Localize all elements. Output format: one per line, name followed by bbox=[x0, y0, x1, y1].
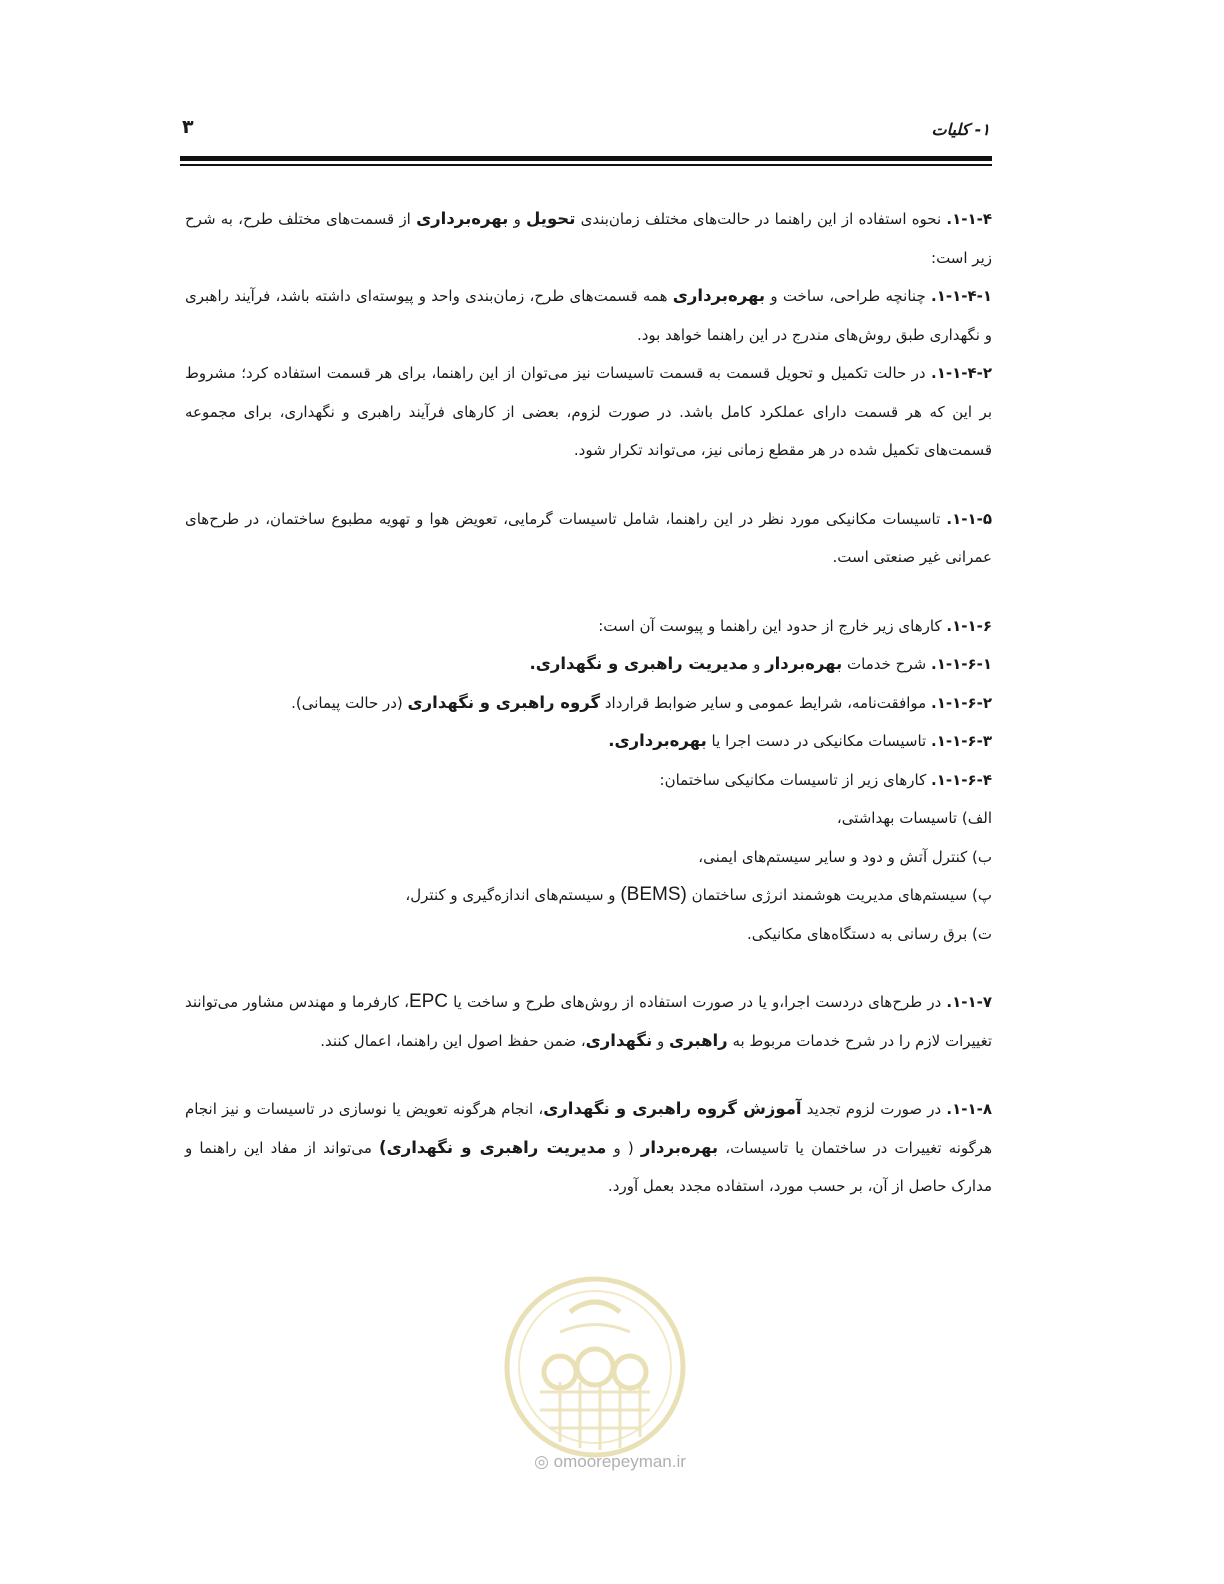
bold-term: بهره‌برداری. bbox=[608, 731, 707, 750]
bold-term: راهبری bbox=[668, 1030, 728, 1050]
site-url: omoorepeyman.ir bbox=[553, 1452, 686, 1471]
clause-number: ۱-۱-۴-۲. bbox=[930, 364, 992, 382]
bold-term: گروه راهبری و نگهداری bbox=[407, 692, 601, 712]
paragraph-1-1-6-3 bbox=[185, 722, 992, 761]
list-item: الف) تاسیسات بهداشتی، bbox=[836, 809, 992, 827]
latin-term: (BEMS) bbox=[620, 884, 687, 905]
paragraph-text: تاسیسات مکانیکی در دست اجرا یا bbox=[706, 732, 931, 750]
bold-term: مدیریت راهبری و نگهداری) bbox=[379, 1137, 607, 1157]
paragraph-text: ( و bbox=[606, 1138, 641, 1157]
clause-number: ۱-۱-۶-۱. bbox=[930, 655, 992, 673]
paragraph-1-1-6 bbox=[185, 607, 992, 646]
document-body bbox=[185, 200, 992, 1206]
paragraph-1-1-5 bbox=[185, 500, 992, 577]
latin-term: EPC bbox=[408, 991, 449, 1012]
paragraph-1-1-6-4 bbox=[185, 761, 992, 800]
clause-number: ۱-۱-۶. bbox=[946, 616, 992, 635]
bold-term: تحویل bbox=[526, 209, 576, 228]
paragraph-text: و bbox=[748, 655, 766, 673]
paragraph-text: می‌تواند از مفاد این راهنما و مدارک حاصل از آن، بر حسب مورد، استفاده مجدد بعمل آورد. bbox=[185, 1138, 992, 1195]
spacer bbox=[185, 1060, 992, 1090]
paragraph-1-1-8 bbox=[185, 1090, 992, 1206]
clause-number: ۱-۱-۴-۱. bbox=[930, 287, 992, 305]
paragraph-text: و bbox=[508, 210, 527, 228]
page-header bbox=[180, 112, 992, 156]
header-rule-thick bbox=[180, 156, 992, 161]
paragraph-text: همه قسمت‌های طرح، زمان‌بندی واحد و پیوسته‌ای داشته باشد، فرآیند راهبری و نگهداری طبق روش‌های مندرج در این راهنما خواهد بود. bbox=[185, 287, 992, 344]
spacer bbox=[185, 953, 992, 983]
paragraph-text: شرح خدمات bbox=[842, 655, 931, 673]
paragraph-text: ، ضمن حفظ اصول این راهنما، اعمال کنند. bbox=[320, 1031, 586, 1050]
paragraph-text: تاسیسات مکانیکی مورد نظر در این راهنما، شامل تاسیسات گرمایی، تعویض هوا و تهویه مطبوع ساختمان، در طرح‌های عمرانی غیر صنعتی است. bbox=[185, 509, 992, 566]
clause-number: ۱-۱-۶-۴. bbox=[930, 770, 992, 789]
paragraph-text: ، کارفرما و مهندس مشاور می‌توانند تغییرات لازم را در شرح خدمات مربوط به bbox=[185, 993, 992, 1050]
paragraph-text: کارهای زیر خارج از حدود این راهنما و پیوست آن است: bbox=[598, 616, 947, 635]
paragraph-text: از قسمت‌های مختلف طرح، به شرح زیر است: bbox=[185, 210, 992, 267]
bold-term: بهره‌بردار bbox=[640, 1137, 719, 1157]
exclusions-list bbox=[185, 799, 992, 953]
bold-term: آموزش گروه راهبری و نگهداری bbox=[543, 1099, 802, 1118]
bold-term: مدیریت راهبری و نگهداری. bbox=[529, 654, 749, 673]
paragraph-1-1-4-2 bbox=[185, 354, 992, 470]
paragraph-text: در طرح‌های دردست اجرا،و یا در صورت استفاده از روش‌های طرح و ساخت یا bbox=[448, 993, 947, 1011]
paragraph-text: موافقت‌نامه، شرایط عمومی و سایر ضوابط قرارداد bbox=[600, 693, 931, 712]
paragraph-text: و bbox=[652, 1031, 669, 1050]
clause-number: ۱-۱-۴. bbox=[946, 210, 992, 228]
clause-number: ۱-۱-۸. bbox=[946, 1100, 993, 1118]
list-item-text: و سیستم‌های اندازه‌گیری و کنترل، bbox=[405, 886, 621, 904]
bold-term: بهره‌برداری bbox=[416, 209, 509, 228]
page-number: ۳ bbox=[182, 116, 194, 138]
paragraph-text: نحوه استفاده از این راهنما در حالت‌های مختلف زمان‌بندی bbox=[575, 210, 947, 228]
bold-term: بهره‌بردار bbox=[765, 654, 843, 673]
paragraph-1-1-4 bbox=[185, 200, 992, 277]
clause-number: ۱-۱-۶-۲. bbox=[930, 693, 992, 712]
paragraph-text: در صورت لزوم تجدید bbox=[801, 1100, 947, 1118]
clause-number: ۱-۱-۷. bbox=[946, 993, 992, 1011]
spacer bbox=[185, 577, 992, 607]
watermark-seal-icon bbox=[500, 1272, 690, 1462]
paragraph-text: (در حالت پیمانی). bbox=[291, 693, 408, 712]
paragraph-1-1-6-2 bbox=[185, 684, 992, 723]
list-item bbox=[185, 876, 992, 915]
header-rule-thin bbox=[180, 164, 992, 166]
paragraph-1-1-7 bbox=[185, 983, 992, 1060]
list-item: ت) برق رسانی به دستگاه‌های مکانیکی. bbox=[746, 924, 992, 943]
paragraph-1-1-6-1 bbox=[185, 645, 992, 684]
paragraph-text: ، انجام هرگونه تعویض یا نوسازی در تاسیسات و نیز انجام هرگونه تغییرات در ساختمان یا تاسیسات، bbox=[185, 1100, 992, 1157]
clause-number: ۱-۱-۶-۳. bbox=[930, 732, 992, 750]
spacer bbox=[185, 470, 992, 500]
chapter-title: ۱- کلیات bbox=[931, 120, 990, 139]
bold-term: نگهداری bbox=[585, 1030, 653, 1050]
paragraph-text: چنانچه طراحی، ساخت و bbox=[765, 287, 931, 305]
clause-number: ۱-۱-۵. bbox=[946, 509, 992, 528]
paragraph-text: کارهای زیر از تاسیسات مکانیکی ساختمان: bbox=[659, 770, 931, 789]
paragraph-text: در حالت تکمیل و تحویل قسمت به قسمت تاسیسات نیز می‌توان از این راهنما، برای هر قسمت استفاده کرد؛ مشروط بر این که هر قسمت دارای عملکرد کامل باشد. در صورت لزوم، بعضی از کارهای فرآیند راهبری و نگهداری، برای مجموعه قسمت‌های تکمیل شده در هر مقطع زمانی نیز، می‌تواند تکرار شود. bbox=[185, 364, 992, 459]
watermark-site-text: ◎ omoorepeyman.ir bbox=[534, 1452, 686, 1471]
list-item: ب) کنترل آتش و دود و سایر سیستم‌های ایمنی، bbox=[698, 847, 992, 866]
bold-term: بهره‌برداری bbox=[672, 286, 766, 305]
list-item-text: پ) سیستم‌های مدیریت هوشمند انرژی ساختمان bbox=[686, 886, 992, 904]
paragraph-1-1-4-1 bbox=[185, 277, 992, 354]
